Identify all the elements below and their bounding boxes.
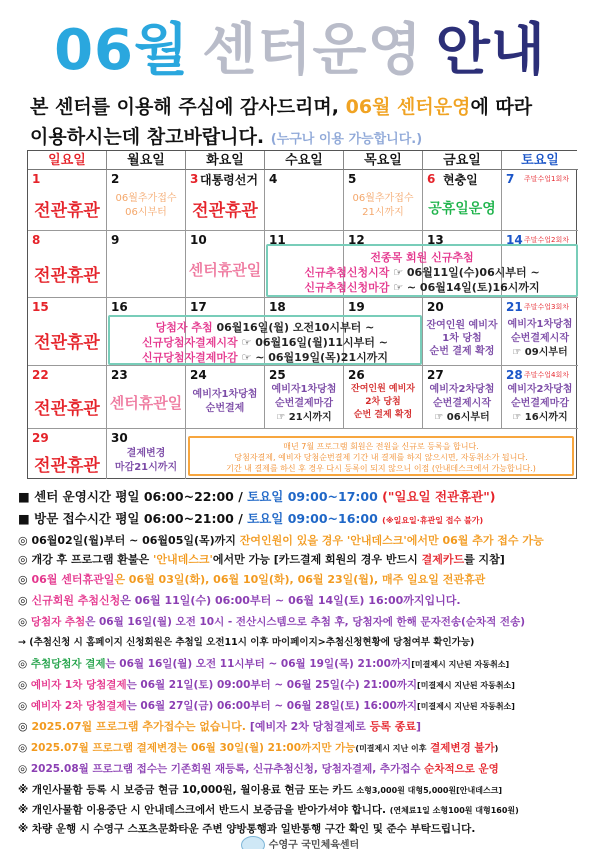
info-locker-stop bbox=[18, 803, 593, 818]
winner-pay-start-label: 신규당첨자결제시작 bbox=[142, 336, 238, 349]
notice-box bbox=[188, 436, 574, 476]
closed-label: 전관휴관 bbox=[34, 399, 100, 419]
refund-desk: '안내데스크' bbox=[153, 553, 213, 566]
day-number: 3 bbox=[190, 172, 199, 186]
weekend-class-note: 주말수업3회차 bbox=[524, 303, 570, 311]
closed-label: 전관휴관 bbox=[192, 201, 258, 221]
weekday-tue: 화요일 bbox=[186, 151, 265, 170]
bullet-circle: ◎ bbox=[18, 658, 31, 670]
info-operating-hours bbox=[18, 490, 593, 504]
locker-reg-desc: 개인사물함 등록 시 보증금 현금 10,000원, 월이용료 현금 또는 카드 bbox=[31, 784, 353, 796]
lottery-end-label: 신규추첨신청마감 bbox=[304, 281, 390, 294]
day-cell bbox=[502, 298, 578, 366]
day-cell bbox=[186, 231, 265, 298]
day-cell bbox=[502, 170, 578, 231]
footer-org: 수영구 국민체육센터 bbox=[268, 840, 360, 849]
bullet-circle: ◎ bbox=[18, 594, 32, 607]
reserve2-pay-l3: ☞ 06시부터 bbox=[434, 412, 490, 423]
winner-pay-period: 는 06월 16일(월) 오전 11시부터 ~ 06월 19일(목) 21:00까지 bbox=[105, 658, 412, 670]
reserve2-period: 는 06월 27일(금) 06:00부터 ~ 06월 28일(토) 16:00까지 bbox=[126, 700, 418, 712]
reserve1-period: 는 06월 21일(토) 09:00부터 ~ 06월 25일(수) 21:00까지 bbox=[126, 679, 418, 691]
day-cell bbox=[107, 170, 186, 231]
day-number: 23 bbox=[111, 368, 128, 382]
july-extra-close: ] bbox=[416, 720, 422, 733]
title-center-operation: 센터운영 bbox=[202, 18, 423, 83]
lottery-start-time: ☞ 06월11일(수)06시부터 ~ bbox=[393, 266, 540, 279]
closed-dates: 은 06월 03일(화), 06월 10일(화), 06월 23일(월), 매주 일요일 전관휴관 bbox=[114, 573, 486, 586]
day-number: 4 bbox=[269, 172, 278, 186]
day-number: 7 bbox=[506, 172, 515, 186]
day-number: 22 bbox=[32, 368, 49, 382]
reserve1-close-l1: 예비자1차당첨 bbox=[271, 384, 337, 395]
weekday-wed: 수요일 bbox=[265, 151, 344, 170]
hours-weekday: 센터 운영시간 평일 06:00~22:00 / bbox=[34, 489, 243, 504]
reserve2-close-l3: ☞ 16시까지 bbox=[512, 412, 568, 423]
weekend-class-note: 주말수업1회차 bbox=[524, 175, 570, 183]
page-title bbox=[0, 6, 600, 84]
july-extra-label: 2025.07월 프로그램 추가접수 bbox=[31, 720, 185, 733]
bullet-circle: ◎ bbox=[18, 553, 32, 566]
reserve2-pay-l1: 예비자2차당첨 bbox=[429, 384, 495, 395]
refund-e: 를 지참] bbox=[464, 553, 505, 566]
info-winner-draw bbox=[18, 615, 593, 629]
reserve1-pay-l2: 순번결제 bbox=[205, 403, 245, 414]
closed-label: 전관휴관 bbox=[34, 266, 100, 286]
day-cell bbox=[28, 429, 107, 479]
winner-pay-end bbox=[110, 349, 420, 365]
reserve2-close-l1: 예비자2차당첨 bbox=[507, 384, 573, 395]
intro-text-b: 에 따라 bbox=[470, 96, 533, 118]
winner-pay-end-label: 신규당첨자결제마감 bbox=[142, 351, 238, 364]
bullet-circle: ◎ bbox=[18, 720, 32, 733]
day-number: 24 bbox=[190, 368, 207, 382]
august-reg-label: 2025.08월 프로그램 접수 bbox=[30, 763, 157, 775]
center-logo-icon bbox=[241, 836, 265, 849]
center-closed-label: 센터휴관일 bbox=[188, 261, 262, 279]
july-change-close: ) bbox=[494, 744, 499, 753]
winner-draw-desc: 은 06월 16일(월) 오전 10시 - 전산시스템으로 추첨 후, 당첨자에 한해 문자전송(순차적 전송) bbox=[85, 616, 526, 628]
reserve1-confirm-l2: 1차 당첨 bbox=[442, 333, 482, 344]
reserve1-pay-l3: ☞ 09시부터 bbox=[512, 347, 568, 358]
day-number: 10 bbox=[190, 233, 207, 247]
extra-reg-note: 06월추가접수 bbox=[352, 193, 414, 204]
visit-weekday: 방문 접수시간 평일 06:00~21:00 / bbox=[34, 511, 243, 526]
day-number: 28 bbox=[506, 368, 523, 382]
day-number: 21 bbox=[506, 300, 523, 314]
info-traffic bbox=[18, 822, 593, 836]
notice-line-3: 기간 내 결제를 하신 후 경우 다시 등록이 되지 않으니 이점 (안내데스크에서 가능합니다.) bbox=[226, 464, 536, 473]
info-reserve1-pay bbox=[18, 678, 593, 693]
reserve1-pay-l1: 예비자1차당첨 bbox=[507, 319, 573, 330]
refund-c: 에서만 가능 [카드결제 회원의 경우 반드시 bbox=[212, 553, 418, 566]
august-reg-order: 순차적으로 운영 bbox=[424, 763, 499, 775]
day-cell bbox=[344, 366, 423, 429]
day-number: 6 bbox=[427, 172, 436, 186]
weekday-sun: 일요일 bbox=[28, 151, 107, 170]
bullet-ref: ※ bbox=[18, 823, 32, 835]
july-change-c: (미결제시 지난 이후 bbox=[355, 744, 427, 753]
title-notice: 안내 bbox=[435, 18, 546, 83]
info-august-reg bbox=[18, 762, 593, 776]
reserve1-confirm-l1: 잔여인원 예비자 bbox=[426, 320, 498, 331]
lottery-start-label: 신규추첨신청시작 bbox=[304, 266, 390, 279]
notice-line-1: 매년 7월 프로그램 회원은 전원을 신규로 등록을 합니다. bbox=[283, 442, 479, 451]
bullet-circle: ◎ bbox=[18, 742, 31, 754]
extra-reg-time: 06시부터 bbox=[125, 207, 167, 218]
info-new-lottery bbox=[18, 594, 593, 608]
day-number: 26 bbox=[348, 368, 365, 382]
intro-text-c: 이용하시는데 참고바랍니다. bbox=[30, 126, 265, 148]
locker-stop-desc: 개인사물함 이용중단 시 안내데스크에서 반드시 보증금을 받아가셔야 합니다. bbox=[31, 804, 387, 816]
july-change-label: 2025.07월 프로그램 결제변경 bbox=[30, 742, 178, 754]
payment-change-l1: 결제변경 bbox=[126, 448, 166, 459]
day-cell bbox=[107, 231, 186, 298]
day-cell bbox=[186, 366, 265, 429]
bullet-circle: ◎ bbox=[18, 573, 32, 586]
winner-pay-end-time: ☞ ~ 06월19일(목)21시까지 bbox=[241, 351, 388, 364]
info-extra-reg bbox=[18, 534, 593, 548]
bullet-circle: ◎ bbox=[18, 534, 32, 547]
winner-title bbox=[110, 319, 420, 335]
day-cell bbox=[28, 366, 107, 429]
info-winner-pay bbox=[18, 657, 593, 672]
reserve1-close-l3: ☞ 21시까지 bbox=[276, 412, 332, 423]
bullet-square: ■ bbox=[18, 511, 35, 526]
day-cell bbox=[28, 231, 107, 298]
day-cell bbox=[107, 366, 186, 429]
bullet-circle: ◎ bbox=[18, 616, 31, 628]
bullet-circle: ◎ bbox=[18, 763, 31, 775]
day-cell bbox=[265, 170, 344, 231]
day-cell bbox=[265, 366, 344, 429]
reserve1-pay-l1: 예비자1차당첨 bbox=[192, 389, 258, 400]
lottery-end-time: ☞ ~ 06월14일(토)16시까지 bbox=[393, 281, 540, 294]
day-cell bbox=[423, 170, 502, 231]
weekend-class-note: 주말수업2회차 bbox=[524, 236, 570, 244]
winner-title-label: 당첨자 추첨 bbox=[155, 321, 213, 334]
payment-change-l2: 마감21시까지 bbox=[114, 462, 178, 473]
bullet-circle: ◎ bbox=[18, 679, 31, 691]
visit-note: (※일요일·휴관일 접수 불가) bbox=[382, 516, 484, 525]
bullet-square: ■ bbox=[18, 489, 35, 504]
weekday-mon: 월요일 bbox=[107, 151, 186, 170]
reserve2-confirm-l3: 순번 결제 확정 bbox=[353, 410, 413, 420]
info-visit-hours bbox=[18, 512, 593, 528]
day-number: 20 bbox=[427, 300, 444, 314]
winner-pay-note: [미결제시 지난된 자동취소] bbox=[411, 660, 510, 669]
day-number: 13 bbox=[427, 233, 444, 247]
day-cell bbox=[186, 170, 265, 231]
bullet-circle: ◎ bbox=[18, 700, 31, 712]
july-extra-c: [예비자 2차 당첨결제로 bbox=[249, 720, 366, 733]
closed-label: 전관휴관 bbox=[34, 201, 100, 221]
intro-line-1 bbox=[30, 92, 532, 119]
calendar bbox=[27, 150, 577, 479]
closed-label: 전관휴관 bbox=[34, 456, 100, 476]
refund-card: 결제카드 bbox=[421, 553, 465, 566]
reserve2-confirm-l1: 잔여인원 예비자 bbox=[351, 384, 415, 394]
winner-box bbox=[108, 315, 422, 365]
july-extra-none: 는 없습니다. bbox=[184, 720, 246, 733]
day-number: 25 bbox=[269, 368, 286, 382]
extra-reg-time: 21시까지 bbox=[362, 207, 404, 218]
day-number: 2 bbox=[111, 172, 120, 186]
locker-stop-fee: (연체료1일 소형100원 대형160원) bbox=[389, 806, 519, 815]
day-cell bbox=[502, 366, 578, 429]
day-number: 18 bbox=[269, 300, 286, 314]
lottery-start bbox=[268, 264, 576, 280]
reserve2-label: 예비자 2차 당첨결제 bbox=[30, 700, 127, 712]
winner-pay-label: 추첨당첨자 결제 bbox=[30, 658, 106, 670]
winner-title-time: 06월16일(월) 오전10시부터 ~ bbox=[216, 321, 375, 334]
traffic-desc: 차량 운행 시 수영구 스포츠문화타운 주변 양방통행과 일반통행 구간 확인 및 준수 부탁드립니다. bbox=[31, 823, 476, 835]
locker-reg-price: 소형3,000원 대형5,000원[안내데스크] bbox=[356, 786, 503, 795]
memorial-day-label: 현충일 bbox=[443, 173, 478, 187]
weekday-fri: 금요일 bbox=[423, 151, 502, 170]
info-refund bbox=[18, 553, 593, 567]
day-cell bbox=[28, 298, 107, 366]
day-number: 29 bbox=[32, 431, 49, 445]
title-month: 06월 bbox=[54, 18, 190, 83]
intro-subnote: (누구나 이용 가능합니다.) bbox=[270, 132, 423, 147]
visit-saturday: 토요일 09:00~16:00 bbox=[247, 511, 378, 526]
info-july-change bbox=[18, 741, 593, 756]
refund-a: 개강 후 프로그램 환불은 bbox=[31, 553, 150, 566]
day-number: 12 bbox=[348, 233, 365, 247]
day-number: 11 bbox=[269, 233, 286, 247]
weekend-class-note: 주말수업4회차 bbox=[524, 371, 570, 379]
july-extra-end: 등록 종료 bbox=[369, 720, 416, 733]
info-reserve2-pay bbox=[18, 699, 593, 714]
lottery-title: 전종목 회원 신규추첨 bbox=[370, 251, 474, 264]
holiday-operation-label: 공휴일운영 bbox=[428, 201, 496, 217]
winner-pay-start bbox=[110, 334, 420, 350]
lottery-end bbox=[268, 279, 576, 295]
winner-draw-label: 당첨자 추첨 bbox=[30, 616, 86, 628]
day-cell bbox=[423, 298, 502, 366]
day-number: 27 bbox=[427, 368, 444, 382]
day-number: 1 bbox=[32, 172, 41, 186]
reserve2-close-l2: 순번결제마감 bbox=[511, 398, 569, 409]
day-cell bbox=[107, 429, 186, 479]
closed-label: 06월 센터휴관일 bbox=[31, 573, 115, 586]
new-lottery-label: 신규회원 추첨신청 bbox=[31, 594, 121, 607]
new-lottery-period: 은 06월 11일(수) 06:00부터 ~ 06월 14일(토) 16:00까지입니다. bbox=[120, 594, 461, 607]
info-locker-reg bbox=[18, 783, 593, 798]
intro-text-a: 본 센터를 이용해 주심에 감사드리며, bbox=[30, 96, 339, 118]
weekday-sat: 토요일 bbox=[502, 151, 578, 170]
reserve2-note: [미결제시 지난된 자동취소] bbox=[417, 702, 515, 711]
center-closed-label: 센터휴관일 bbox=[109, 394, 183, 412]
extra-reg-note: 06월추가접수 bbox=[115, 193, 177, 204]
day-cell bbox=[423, 366, 502, 429]
extra-reg-period: 06월02일(월)부터 ~ 06월05일(목)까지 bbox=[31, 534, 236, 547]
day-cell bbox=[28, 170, 107, 231]
footer bbox=[0, 836, 600, 849]
hours-sunday-note: ("일요일 전관휴관") bbox=[382, 489, 496, 504]
july-change-period: 는 06월 30일(월) 21:00까지만 가능 bbox=[177, 742, 356, 754]
lottery-box bbox=[266, 244, 578, 297]
election-label: 대통령선거 bbox=[200, 173, 258, 187]
bullet-ref: ※ bbox=[18, 804, 32, 816]
day-number: 8 bbox=[32, 233, 41, 247]
july-change-nochange: 결제변경 불가 bbox=[430, 742, 495, 754]
day-cell bbox=[344, 170, 423, 231]
winner-pay-start-time: ☞ 06월16일(월)11시부터 ~ bbox=[241, 336, 388, 349]
day-number: 15 bbox=[32, 300, 49, 314]
day-number: 30 bbox=[111, 431, 128, 445]
reserve2-pay-l2: 순번결제시작 bbox=[433, 398, 491, 409]
reserve1-pay-l2: 순번결제시작 bbox=[511, 333, 569, 344]
reserve2-confirm-l2: 2차 당첨 bbox=[365, 397, 401, 407]
reserve1-close-l2: 순번결제마감 bbox=[275, 398, 333, 409]
day-number: 16 bbox=[111, 300, 128, 314]
august-reg-desc: 는 기존회원 재등록, 신규추첨신청, 당첨자결제, 추가접수 bbox=[156, 763, 421, 775]
bullet-ref: ※ bbox=[18, 784, 32, 796]
reserve1-note: [미결제시 지난된 자동취소] bbox=[417, 681, 515, 690]
intro-line-2 bbox=[30, 122, 422, 149]
weekday-thu: 목요일 bbox=[344, 151, 423, 170]
reserve1-label: 예비자 1차 당첨결제 bbox=[30, 679, 127, 691]
day-number: 14 bbox=[506, 233, 523, 247]
info-july-extra bbox=[18, 720, 593, 734]
reserve1-confirm-l3: 순번 결제 확정 bbox=[429, 346, 495, 357]
extra-reg-desc: 잔여인원이 있을 경우 '안내데스크'에서만 06월 추가 접수 가능 bbox=[239, 534, 544, 547]
day-number: 9 bbox=[111, 233, 120, 247]
intro-highlight: 06월 센터운영 bbox=[345, 96, 471, 118]
day-number: 5 bbox=[348, 172, 357, 186]
day-number: 17 bbox=[190, 300, 207, 314]
hours-saturday: 토요일 09:00~17:00 bbox=[247, 489, 378, 504]
info-winner-check: → (추첨신청 시 홈페이지 신청회원은 추첨일 오전11시 이후 마이페이지>추첨신청현황에 당첨여부 확인가능) bbox=[18, 637, 475, 648]
notice-line-2: 당첨자결제, 예비자 당첨순번결제 기간 내 결제를 하지 않으시면, 자동취소가 됩니다. bbox=[234, 453, 528, 462]
info-center-closed bbox=[18, 573, 593, 587]
day-number: 19 bbox=[348, 300, 365, 314]
closed-label: 전관휴관 bbox=[34, 333, 100, 353]
